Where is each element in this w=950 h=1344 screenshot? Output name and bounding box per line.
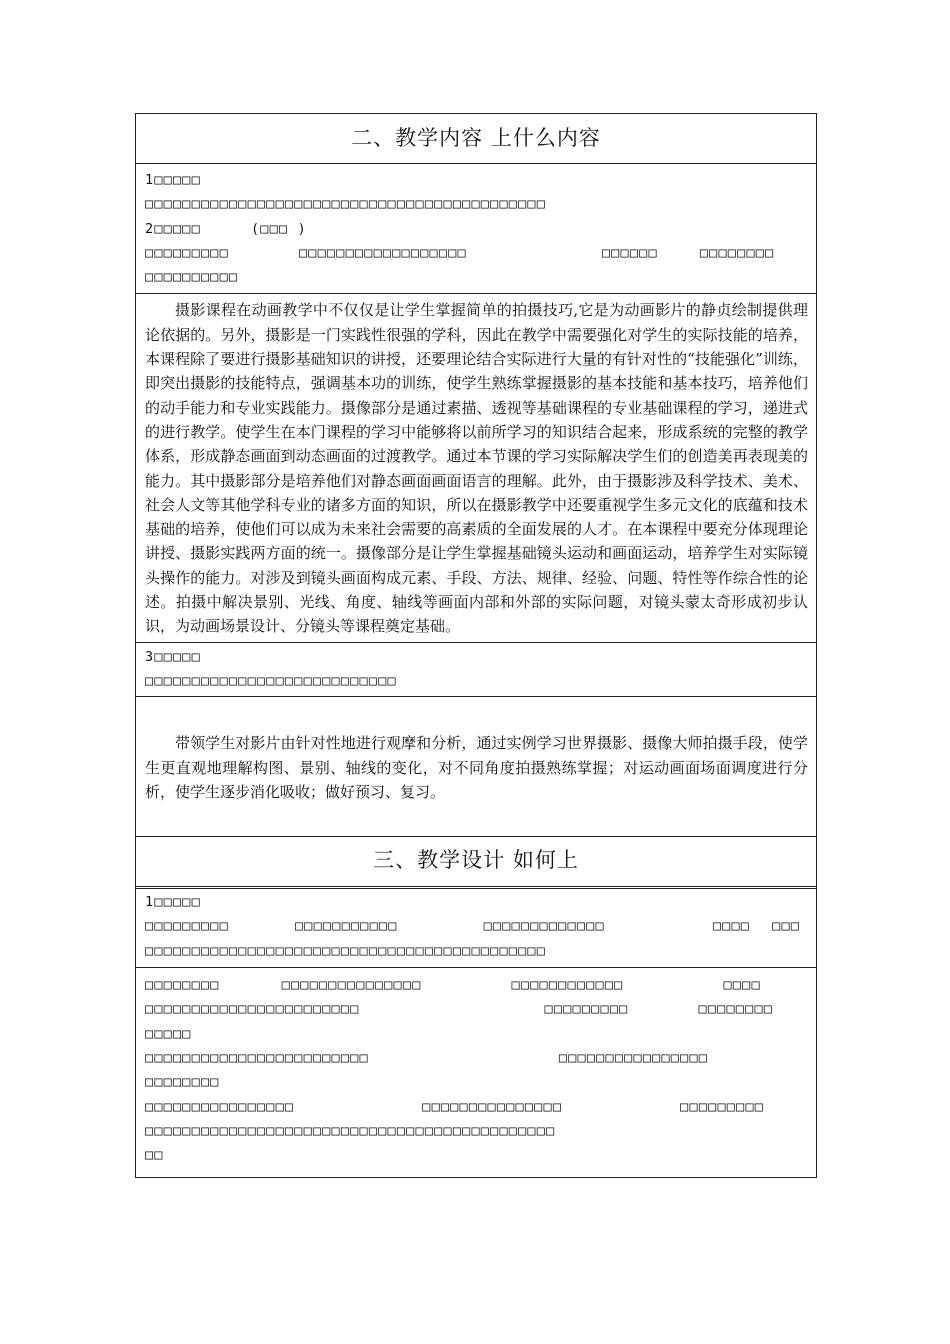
text-line: □□□□□□□□□□: [145, 269, 239, 286]
text-run: □□□□□□□□: [699, 244, 775, 261]
text-line: □□□□□□□□□□□□□□□□□□□□□□□□□□□: [145, 672, 397, 689]
text-line: [145, 914, 808, 938]
text-run: □□□□□□□□□□□□□□□□□□□□□□□□: [145, 1049, 369, 1066]
text-run: □□□□□□: [601, 244, 658, 261]
text-run: □□□□: [723, 977, 761, 994]
text-run: □□□□□□□□□: [680, 1098, 765, 1115]
text-line: □□□□□□□□□□□□□□□□□□□□□□□□□□□□□□□□□□□□□□□□□□□: [145, 942, 547, 959]
text-run: □□□□: [712, 918, 751, 935]
text-run: □□□□□□□□: [145, 977, 220, 994]
text-run: □□□□□□□□□□□□□□□□: [145, 1098, 295, 1115]
text-run: □□□□□□□□□□□□□: [483, 918, 605, 935]
text-line: [145, 1095, 808, 1119]
text-line: [145, 973, 808, 997]
content-paragraph-1: [136, 294, 816, 642]
text-run: □□□□□□□□□□□□□□□: [281, 977, 422, 994]
text-run: □□□□□□□□□□□□□□□: [422, 1098, 563, 1115]
text-line: [145, 1046, 808, 1070]
text-run: (□□□ ): [250, 220, 307, 237]
design-block-2: [136, 968, 816, 1178]
content-block-3: [136, 643, 816, 698]
section-heading-content: 二、教学内容 上什么内容: [136, 114, 816, 164]
text-line: □□□□□□□□□□□□□□□□□□□□□□□□□□□□□□□□□□□□□□□□□□□: [145, 196, 547, 213]
text-run: □□□□□□□□□□□□□□□□: [558, 1049, 709, 1066]
text-run: 2□□□□□: [145, 220, 201, 237]
lesson-plan-table: [135, 113, 817, 1178]
text-line: [145, 217, 808, 241]
text-line: 1□□□□□: [145, 172, 201, 188]
text-run: □□□□□□□□□□□□□□□□□□□□□□□: [145, 1001, 360, 1018]
text-run: □□□: [772, 918, 801, 935]
text-line: □□□□□□□□: [145, 1074, 220, 1091]
text-line: [145, 241, 808, 265]
text-run: □□□□□□□□□: [145, 918, 229, 935]
content-block-1: [136, 164, 816, 294]
section-heading-design: 三、教学设计 如何上: [136, 837, 816, 889]
body-paragraph: 摄影课程在动画教学中不仅仅是让学生掌握简单的拍摄技巧,它是为动画影片的静贞绘制提供理论依据的。另外，摄影是一门实践性很强的学科，因此在教学中需要强化对学生的实际技能的培养，本课程除了要进行摄影基础知识的讲授，还要理论结合实际进行大量的有针对性的“技能强化”训练，即突出摄影的技能特点，强调基本功的训练，使学生熟练掌握摄影的基本技能和基本技巧，培养他们的动手能力和专业实践能力。摄像部分是通过素描、透视等基础课程的专业基础课程的学习，递进式的进行教学。使学生在本门课程的学习中能够将以前所学习的知识结合起来，形成系统的完整的教学体系，形成静态画面到动态画面的过渡教学。通过本节课的学习实际解决学生们的创造美再表现美的能力。其中摄影部分是培养他们对静态画面画面语言的理解。此外，由于摄影涉及科学技术、美术、社会人文等其他学科专业的诸多方面的知识，所以在摄影教学中还要重视学生多元文化的底蕴和技术基础的培养，使他们可以成为未来社会需要的高素质的全面发展的人才。在本课程中要充分体现理论讲授、摄影实践两方面的统一。摄像部分是让学生掌握基础镜头运动和画面运动，培养学生对实际镜头操作的能力。对涉及到镜头画面构成元素、手段、方法、规律、经验、问题、特性等作综合性的论述。拍摄中解决景别、光线、角度、轴线等画面内部和外部的实际问题，对镜头蒙太奇形成初步认识，为动画场景设计、分镜头等课程奠定基础。: [145, 301, 808, 636]
text-line: □□□□□: [145, 1025, 192, 1042]
text-run: □□□□□□□□: [698, 1001, 774, 1018]
text-line: 3□□□□□: [145, 648, 201, 665]
text-run: □□□□□□□□□□□□: [511, 977, 624, 994]
text-line: [145, 997, 808, 1021]
text-run: □□□□□□□□□: [544, 1001, 629, 1018]
body-paragraph: 带领学生对影片由针对性地进行观摩和分析，通过实例学习世界摄影、摄像大师拍摄手段，使学生更直观地理解构图、景别、轴线的变化，对不同角度拍摄熟练掌握；对运动画面场面调度进行分析，使学生逐步消化吸收；做好预习、复习。: [145, 734, 808, 801]
text-line: 1□□□□□: [145, 894, 201, 911]
content-paragraph-2: [136, 697, 816, 837]
text-line: □□□□□□□□□□□□□□□□□□□□□□□□□□□□□□□□□□□□□□□□□□□□: [145, 1122, 556, 1139]
text-run: □□□□□□□□□: [145, 244, 229, 261]
text-run: □□□□□□□□□□□□□□□□□□: [298, 244, 467, 261]
design-block-1: [136, 889, 816, 968]
text-line: □□: [145, 1147, 164, 1164]
text-run: □□□□□□□□□□□: [294, 918, 398, 935]
